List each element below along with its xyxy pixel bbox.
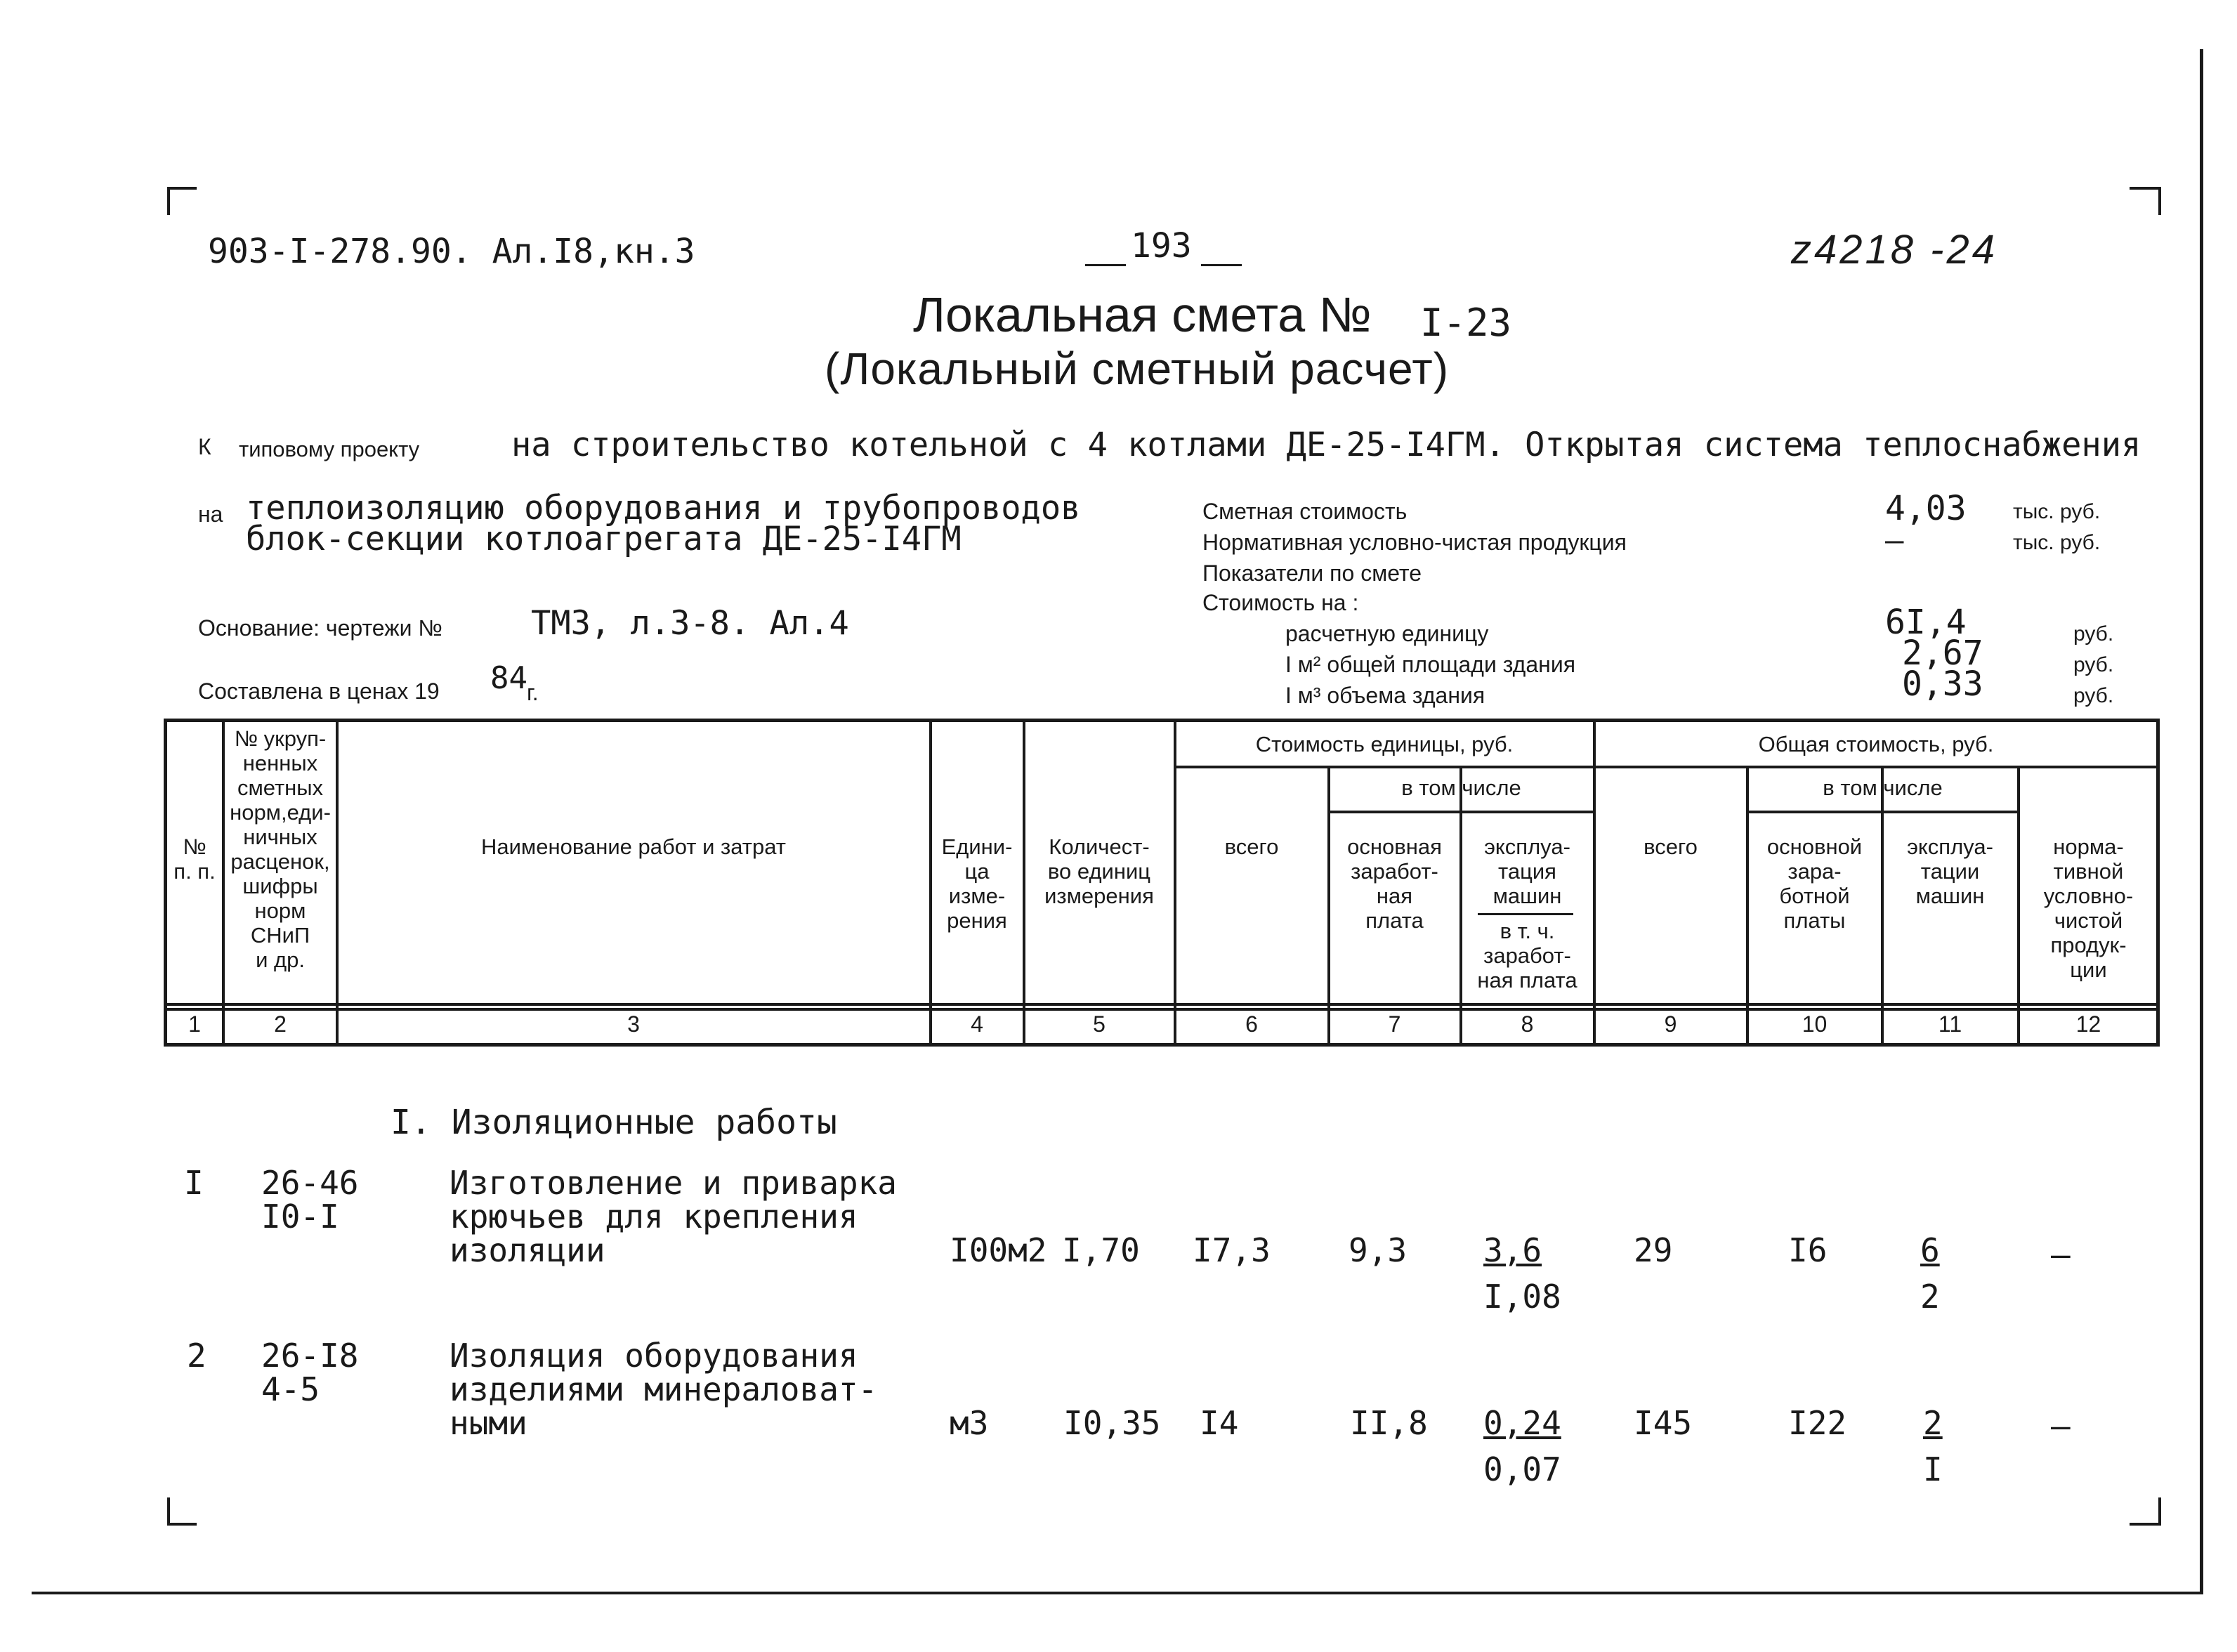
col-header-name: Наименование работ и затрат xyxy=(480,834,786,859)
prices-suffix: г. xyxy=(527,680,539,705)
row-unit-wage: 9,3 xyxy=(1349,1231,1408,1269)
row-number: I xyxy=(184,1164,204,1202)
corner-mark-br xyxy=(2158,1497,2161,1526)
project-value: на строительство котельной с 4 котлами ДЕ-25-I4ГМ. Открытая система теплоснабжения xyxy=(511,426,2141,464)
corner-mark-tr xyxy=(2158,187,2161,215)
row-name: Изоляция оборудования изделиями минераловат- ными xyxy=(450,1337,878,1442)
page-number: 193 xyxy=(1131,226,1192,266)
col-header-unit: Едини- ца изме- рения xyxy=(941,834,1013,933)
unit-cost-group-header: Стоимость единицы, руб. xyxy=(1255,732,1514,756)
col-header-quantity: Количест- во единиц измерения xyxy=(1044,834,1154,908)
estimate-number: I-23 xyxy=(1420,301,1512,345)
indicators-label: Показатели по смете xyxy=(1202,560,1422,586)
col-number-2: 2 xyxy=(274,1011,287,1037)
estimated-cost-label: Сметная стоимость xyxy=(1202,499,1408,524)
section-title: I. Изоляционные работы xyxy=(391,1103,837,1142)
row-number: 2 xyxy=(187,1337,206,1375)
row-normative: – xyxy=(2051,1235,2071,1273)
volume-cost-value: 0,33 xyxy=(1902,664,1983,704)
corner-mark-tl xyxy=(167,187,170,215)
row-total-machine-wage: I xyxy=(1923,1450,1943,1488)
row-normative: – xyxy=(2051,1407,2071,1445)
col-header-normative: норма- тивной условно- чистой продук- ции xyxy=(2043,834,2134,982)
area-cost-unit: руб. xyxy=(2073,653,2114,676)
col-number-4: 4 xyxy=(971,1011,983,1037)
row-unit-machines: 3,6 xyxy=(1483,1231,1542,1269)
row-quantity: I0,35 xyxy=(1063,1404,1161,1442)
col-number-11: 11 xyxy=(1938,1011,1962,1037)
row-total-machines: 6 xyxy=(1920,1231,1940,1269)
row-unit-machine-wage: I,08 xyxy=(1483,1278,1561,1316)
estimated-cost-unit: тыс. руб. xyxy=(2013,500,2101,523)
cost-per-label: Стоимость на : xyxy=(1202,590,1359,615)
basis-label: Основание: чертежи № xyxy=(198,615,442,641)
page-subtitle: (Локальный сметный расчет) xyxy=(825,343,1450,394)
bottom-edge-line xyxy=(32,1592,2203,1594)
estimate-table-header xyxy=(164,719,2160,1047)
normative-value: – xyxy=(1885,523,1904,558)
prices-year: 84 xyxy=(490,660,527,696)
col-header-total: всего xyxy=(1644,834,1698,859)
row-unit: м3 xyxy=(950,1404,989,1442)
scope-line-1: теплоизоляцию оборудования и трубопроводов xyxy=(246,489,1081,527)
row-total: 29 xyxy=(1634,1231,1673,1269)
area-cost-label: I м² общей площади здания xyxy=(1285,652,1576,677)
basis-value: ТМ3, л.3-8. Ал.4 xyxy=(531,604,849,643)
col-number-10: 10 xyxy=(1802,1011,1828,1037)
numbers-row-sep-2 xyxy=(167,1008,2157,1011)
normative-unit: тыс. руб. xyxy=(2013,531,2101,554)
estimated-cost-value: 4,03 xyxy=(1885,489,1967,528)
incl-row-sep-left xyxy=(1327,811,1593,813)
col-number-5: 5 xyxy=(1093,1011,1106,1037)
unit-incl-header: в том числе xyxy=(1401,775,1521,800)
col-header-unit-wage: основная заработ- ная плата xyxy=(1347,834,1442,933)
row-total-wage: I22 xyxy=(1788,1404,1847,1442)
volume-cost-label: I м³ объема здания xyxy=(1285,683,1485,708)
corner-mark-tr-h xyxy=(2130,187,2160,190)
incl-row-sep-right xyxy=(1746,811,2017,813)
project-prefix: К xyxy=(198,434,211,459)
page-title: Локальная смета № xyxy=(913,287,1372,342)
col-header-unit-machines: эксплуа- тация машин xyxy=(1484,834,1570,908)
col-number-7: 7 xyxy=(1388,1011,1401,1037)
row-unit-wage: II,8 xyxy=(1350,1404,1428,1442)
numbers-row-sep xyxy=(167,1003,2157,1006)
col-header-code: № укруп- ненных сметных норм,еди- ничных расценок, шифры норм СНиП и др. xyxy=(230,726,331,972)
row-total-wage: I6 xyxy=(1788,1231,1828,1269)
page-number-underline-left xyxy=(1085,264,1126,266)
normative-label: Нормативная условно-чистая продукция xyxy=(1202,530,1627,555)
right-edge-line xyxy=(2200,49,2203,1594)
volume-cost-unit: руб. xyxy=(2073,684,2114,707)
unit-cost-unit: руб. xyxy=(2073,622,2114,645)
row-total-machine-wage: 2 xyxy=(1920,1278,1940,1316)
row-total: I45 xyxy=(1634,1404,1693,1442)
row-unit-total: I4 xyxy=(1200,1404,1239,1442)
handwritten-number: z4218 -24 xyxy=(1791,227,1997,273)
scope-line-2: блок-секции котлоагрегата ДЕ-25-I4ГМ xyxy=(246,520,962,558)
row-code: 26-46 I0-I xyxy=(261,1164,359,1235)
unit-cost-label: расчетную единицу xyxy=(1285,621,1489,646)
col-header-total-wage: основной зара- ботной платы xyxy=(1766,834,1863,933)
col-number-9: 9 xyxy=(1664,1011,1677,1037)
document-code: 903-I-278.90. Ал.I8,кн.3 xyxy=(208,232,695,271)
row-unit-total: I7,3 xyxy=(1193,1231,1271,1269)
row-quantity: I,70 xyxy=(1062,1231,1140,1269)
corner-mark-tl-h xyxy=(167,187,197,190)
col-number-12: 12 xyxy=(2075,1011,2101,1037)
area-cost-value: 2,67 xyxy=(1902,634,1983,673)
row-total-machines: 2 xyxy=(1923,1404,1943,1442)
group-row-sep-right xyxy=(1593,766,2157,768)
col-header-total-machines: эксплуа- тации машин xyxy=(1907,834,1993,908)
col-number-3: 3 xyxy=(627,1011,640,1037)
row-name: Изготовление и приварка крючьев для крепления изоляции xyxy=(450,1164,897,1269)
corner-mark-br-h xyxy=(2130,1523,2160,1526)
corner-mark-bl-h xyxy=(167,1523,197,1526)
machine-wage-sep xyxy=(1478,913,1573,915)
corner-mark-bl xyxy=(167,1497,170,1526)
total-cost-group-header: Общая стоимость, руб. xyxy=(1758,732,1994,756)
col-number-6: 6 xyxy=(1245,1011,1258,1037)
col-number-8: 8 xyxy=(1521,1011,1534,1037)
page-number-underline-right xyxy=(1201,264,1242,266)
row-unit-machine-wage: 0,07 xyxy=(1483,1450,1561,1488)
col-header-unit-total: всего xyxy=(1224,834,1279,859)
col-sep-8 xyxy=(1593,722,1596,1044)
col-header-unit-machine-wage: в т. ч. заработ- ная плата xyxy=(1477,919,1577,992)
group-row-sep-left xyxy=(1174,766,1593,768)
row-unit: I00м2 xyxy=(950,1231,1047,1269)
unit-cost-value: 6I,4 xyxy=(1885,603,1967,642)
row-unit-machines: 0,24 xyxy=(1483,1404,1561,1442)
col-sep-5 xyxy=(1174,722,1176,1044)
col-number-1: 1 xyxy=(188,1011,201,1037)
prices-label: Составлена в ценах 19 xyxy=(198,678,440,704)
project-label: типовому проекту xyxy=(239,437,420,461)
total-incl-header: в том числе xyxy=(1823,775,1943,800)
scope-prefix: на xyxy=(198,501,223,527)
col-header-number: № п. п. xyxy=(173,834,216,884)
row-code: 26-I8 4-5 xyxy=(261,1337,359,1408)
